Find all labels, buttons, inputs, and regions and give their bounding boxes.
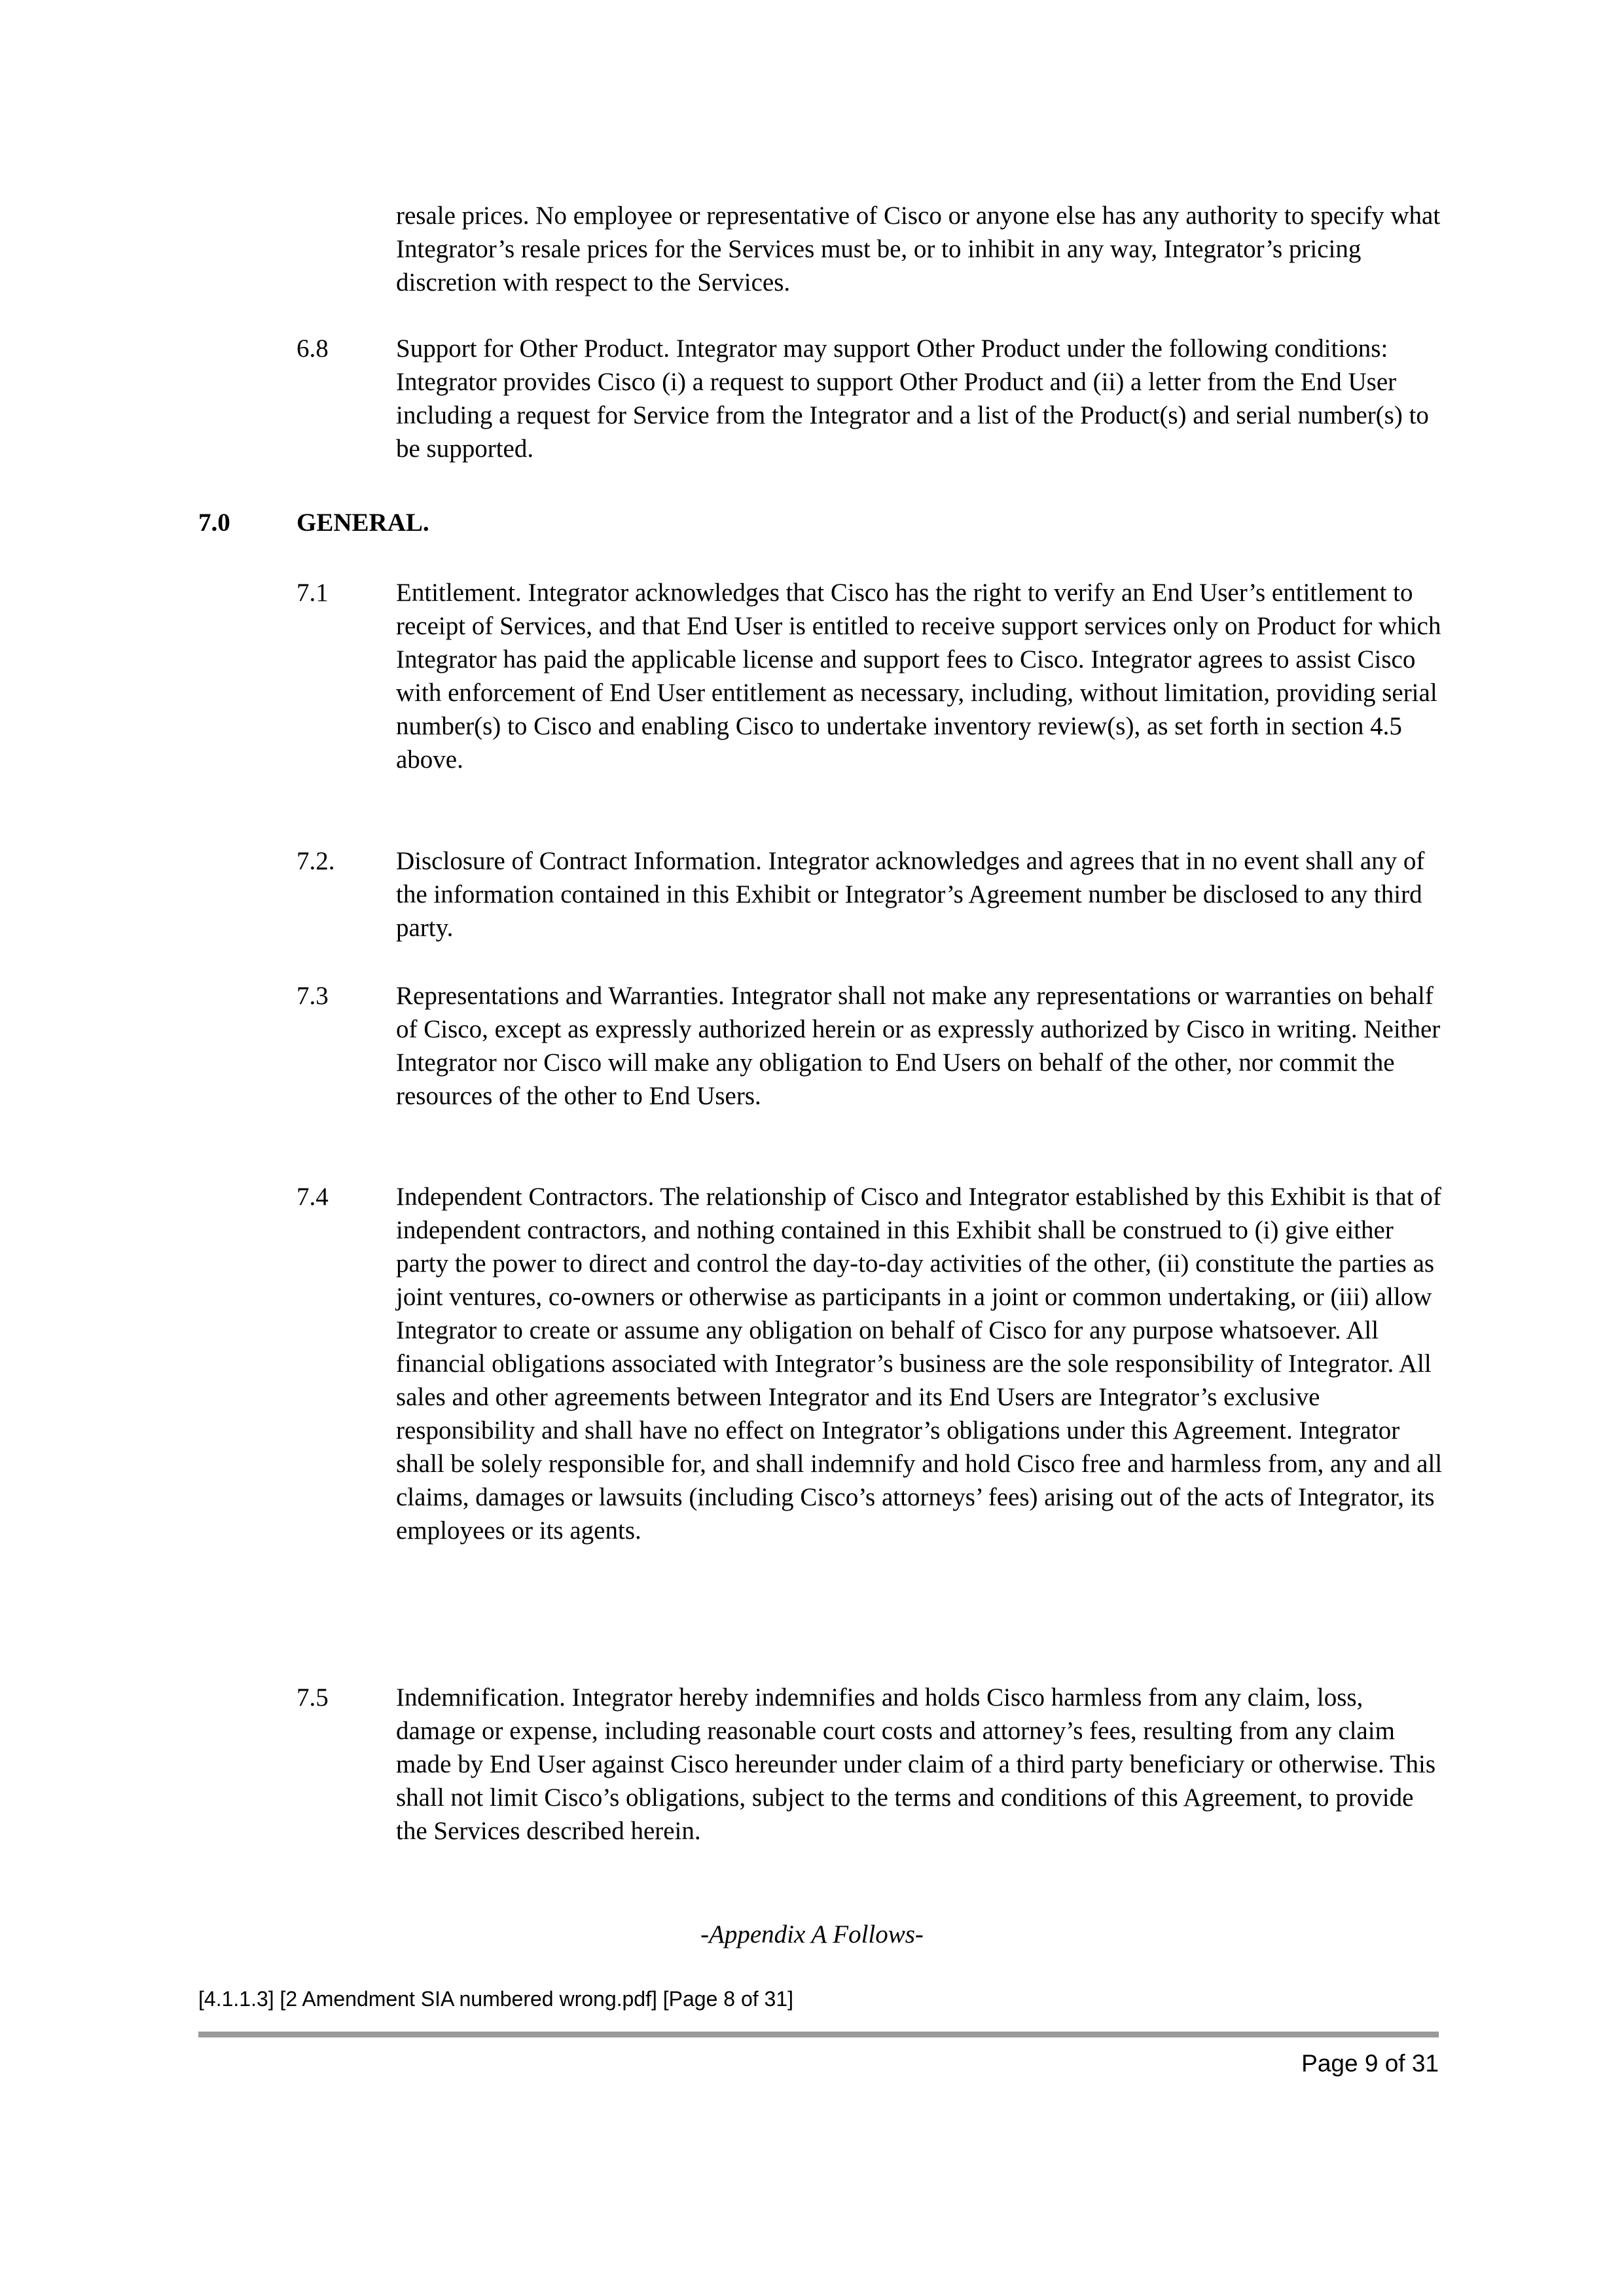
footer-divider <box>198 2032 1439 2037</box>
clause-number: 7.2. <box>297 847 335 875</box>
page-number: Page 9 of 31 <box>1301 2050 1439 2077</box>
clause-number: 7.3 <box>297 982 329 1010</box>
continuation-paragraph: resale prices. No employee or representative of Cisco or anyone else has any authority to specify what Integrator’s resale prices for the Services must be, or to inhibit in any way, Integrator’s pricing discretion with respect to the Services. <box>396 202 1441 296</box>
clause-text: Independent Contractors. The relationship of Cisco and Integrator established by this Exhibit is that of independent contractors, and nothing contained in this Exhibit shall be construed to (i) give either party the power to direct and control the day-to-day activities of the other, (ii) constitute the parties as joint ventures, co-owners or otherwise as participants in a joint or common undertaking, or (iii) allow Integrator to create or assume any obligation on behalf of Cisco for any purpose whatsoever. All financial obligations associated with Integrator’s business are the sole responsibility of Integrator. All sales and other agreements between Integrator and its End Users are Integrator’s exclusive responsibility and shall have no effect on Integrator’s obligations under this Agreement. Integrator shall be solely responsible for, and shall indemnify and hold Cisco free and harmless from, any and all claims, damages or lawsuits (including Cisco’s attorneys’ fees) arising out of the acts of Integrator, its employees or its agents. <box>396 1183 1443 1545</box>
clause-text: Indemnification. Integrator hereby indemnifies and holds Cisco harmless from any claim, loss, damage or expense, including reasonable court costs and attorney’s fees, resulting from any claim made by End User against Cisco hereunder under claim of a third party beneficiary or otherwise. This shall not limit Cisco’s obligations, subject to the terms and conditions of this Agreement, to provide the Services described herein. <box>396 1683 1436 1845</box>
clause-number: 7.1 <box>297 579 329 607</box>
clause-text: Representations and Warranties. Integrator shall not make any representations or warranties on behalf of Cisco, except as expressly authorized herein or as expressly authorized by Cisco in writing. Neither Integrator nor Cisco will make any obligation to End Users on behalf of the other, nor commit the resources of the other to End Users. <box>396 982 1441 1110</box>
file-reference: [4.1.1.3] [2 Amendment SIA numbered wrong.pdf] [Page 8 of 31] <box>198 1987 794 2011</box>
section-number: 7.0 <box>198 509 230 537</box>
clause-text: Entitlement. Integrator acknowledges that Cisco has the right to verify an End User’s entitlement to receipt of Services, and that End User is entitled to receive support services only on Product for which Integrator has paid the applicable license and support fees to Cisco. Integrator agrees to assist Cisco with enforcement of End User entitlement as necessary, including, without limitation, providing serial number(s) to Cisco and enabling Cisco to undertake inventory review(s), as set forth in section 4.5 above. <box>396 579 1441 774</box>
clause-text: Support for Other Product. Integrator may support Other Product under the following conditions: Integrator provides Cisco (i) a request to support Other Product and (ii) a letter from the End User including a request for Service from the Integrator and a list of the Product(s) and serial number(s) to be supported. <box>396 334 1429 463</box>
clause-number: 6.8 <box>297 334 329 363</box>
clause-number: 7.5 <box>297 1683 329 1712</box>
clause-text: Disclosure of Contract Information. Integrator acknowledges and agrees that in no event shall any of the information contained in this Exhibit or Integrator’s Agreement number be disclosed to any third party. <box>396 847 1425 942</box>
appendix-note: -Appendix A Follows- <box>700 1920 924 1948</box>
section-title: GENERAL. <box>297 509 429 537</box>
clause-number: 7.4 <box>297 1183 329 1211</box>
